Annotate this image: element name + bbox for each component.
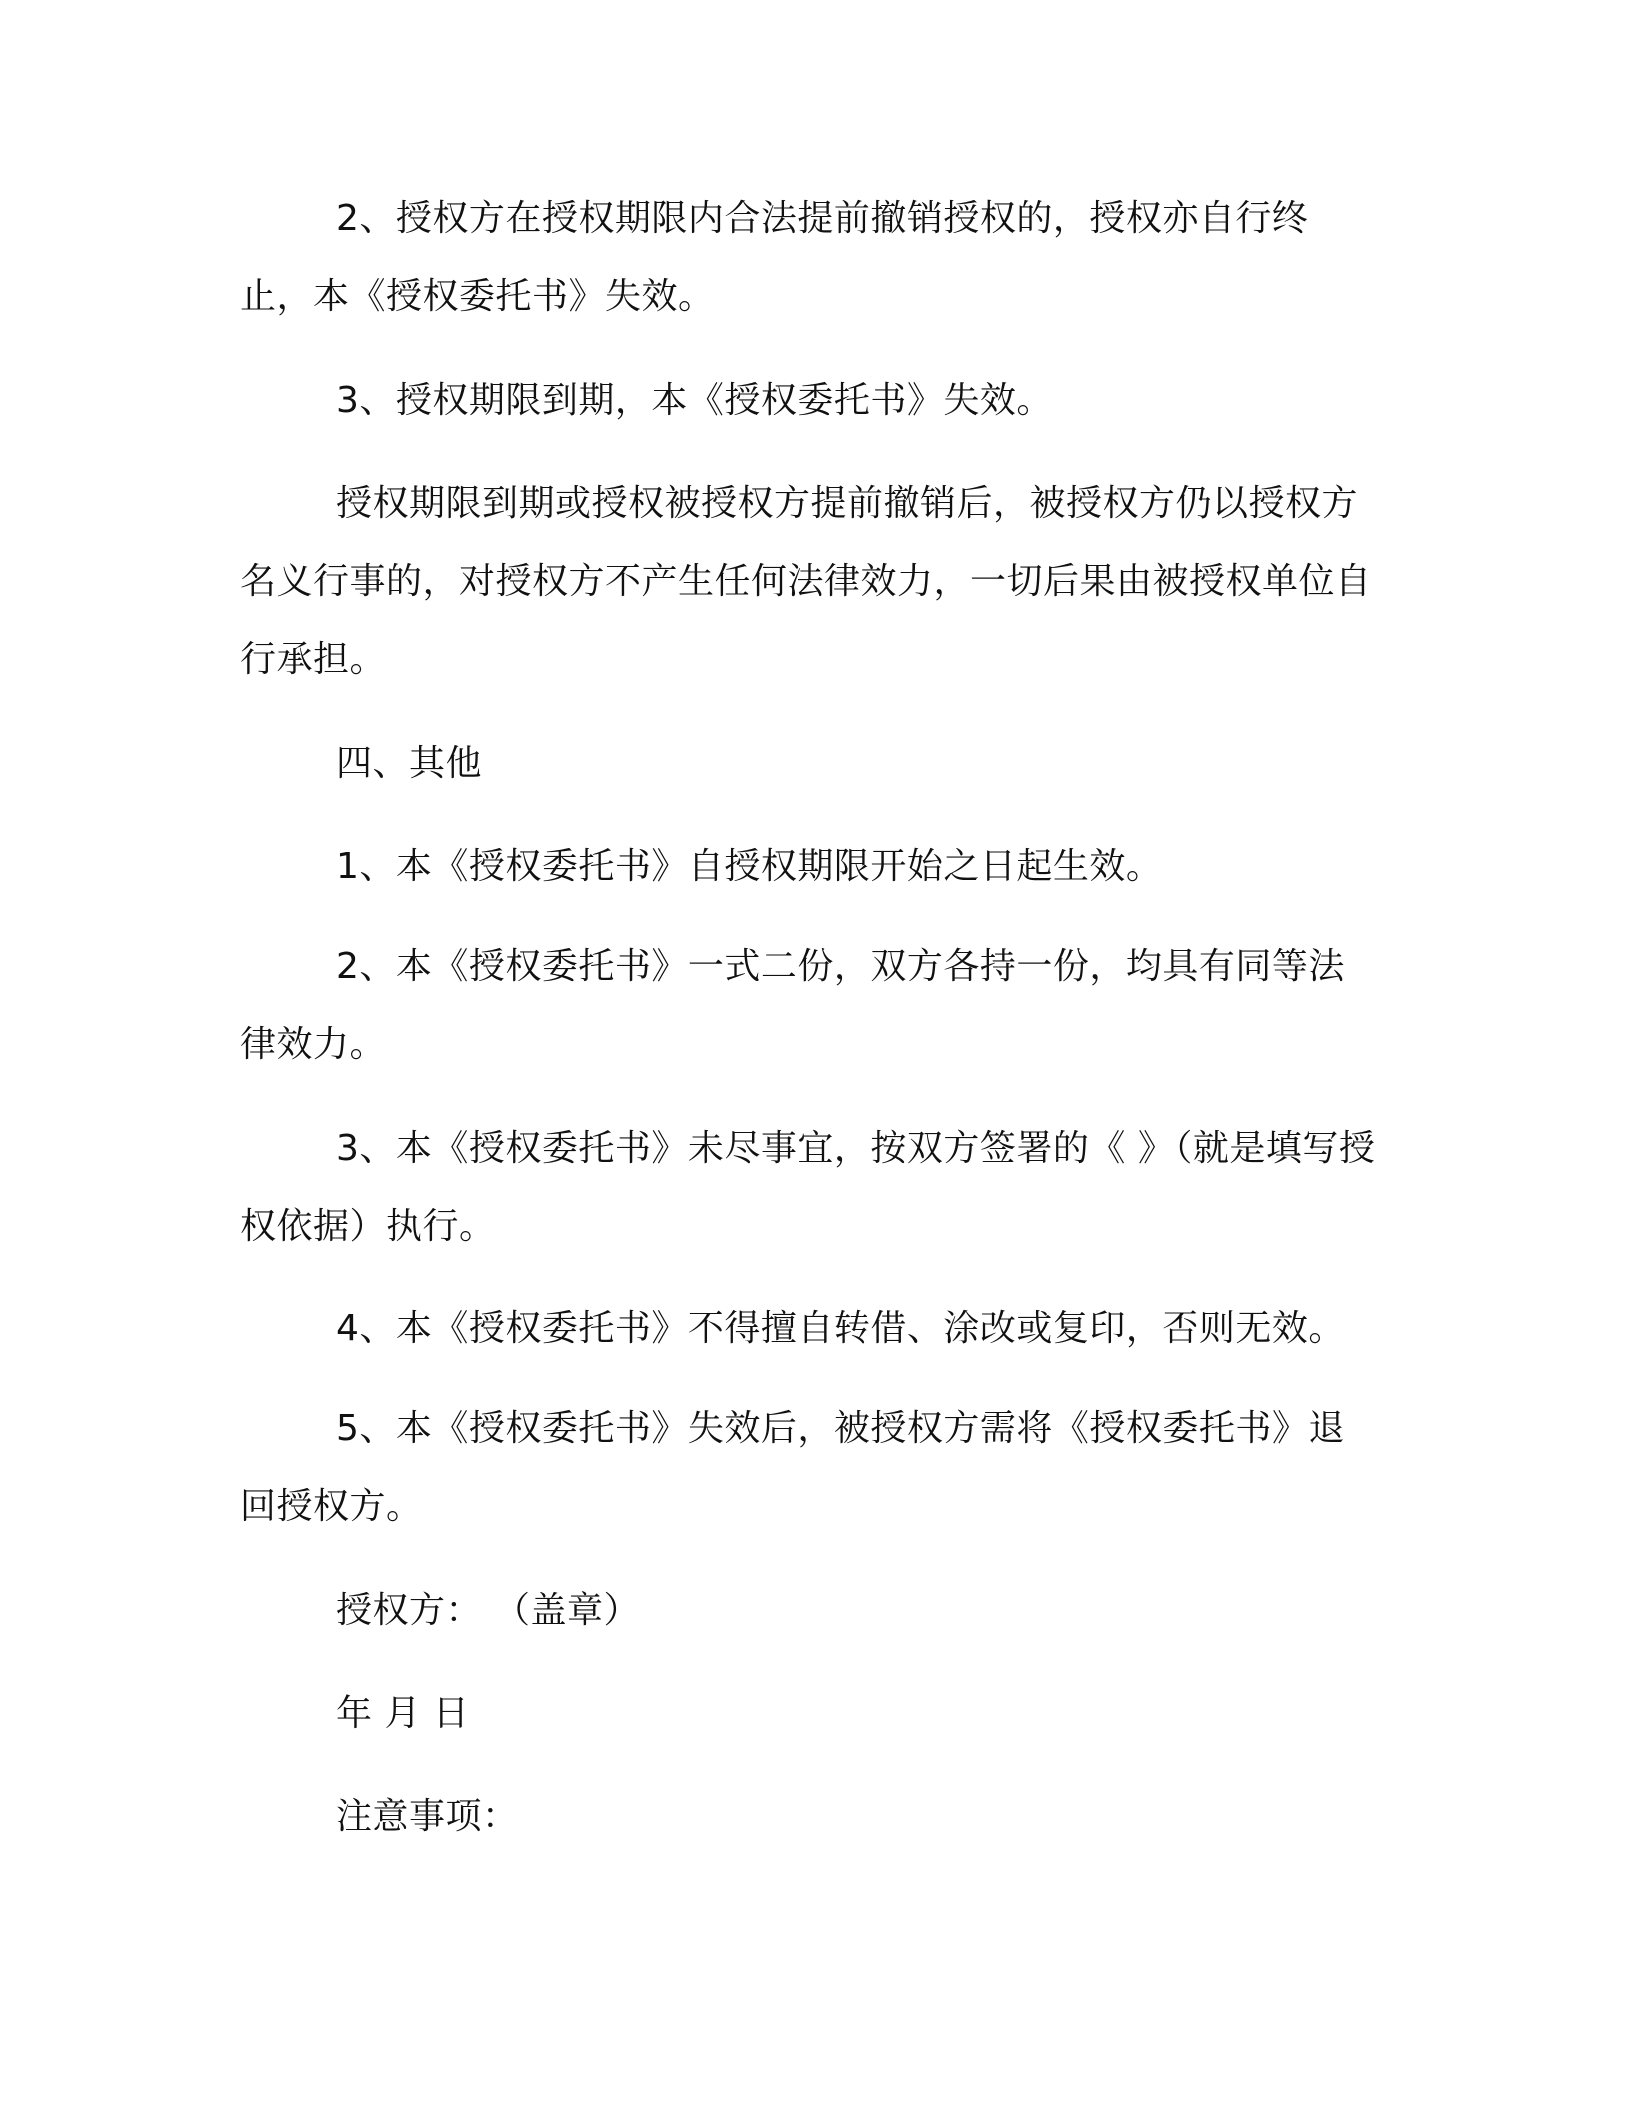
paragraph-expiry: 3、授权期限到期，本《授权委托书》失效。 — [336, 380, 1053, 421]
signature-line-grantor: 授权方： （盖章） — [336, 1590, 640, 1631]
paragraph-consequences: 授权期限到期或授权被授权方提前撤销后，被授权方仍以授权方名义行事的，对授权方不产生任何法律效力，一切后果由被授权单位自行承担。 — [240, 483, 1372, 680]
paragraph-no-transfer: 4、本《授权委托书》不得擅自转借、涂改或复印，否则无效。 — [336, 1308, 1345, 1349]
paragraph-unresolved-matters: 3、本《授权委托书》未尽事宜，按双方签署的《 》（就是填写授权依据）执行。 — [240, 1128, 1376, 1247]
section-heading-other: 四、其他 — [336, 743, 483, 784]
paragraph-copies: 2、本《授权委托书》一式二份，双方各持一份，均具有同等法律效力。 — [240, 946, 1345, 1065]
paragraph-return-document: 5、本《授权委托书》失效后，被授权方需将《授权委托书》退回授权方。 — [240, 1408, 1345, 1527]
paragraph-revocation: 2、授权方在授权期限内合法提前撤销授权的，授权亦自行终止，本《授权委托书》失效。 — [240, 198, 1309, 317]
notes-heading: 注意事项： — [336, 1796, 519, 1837]
paragraph-effective-date: 1、本《授权委托书》自授权期限开始之日起生效。 — [336, 846, 1163, 887]
date-line: 年 月 日 — [336, 1693, 470, 1734]
